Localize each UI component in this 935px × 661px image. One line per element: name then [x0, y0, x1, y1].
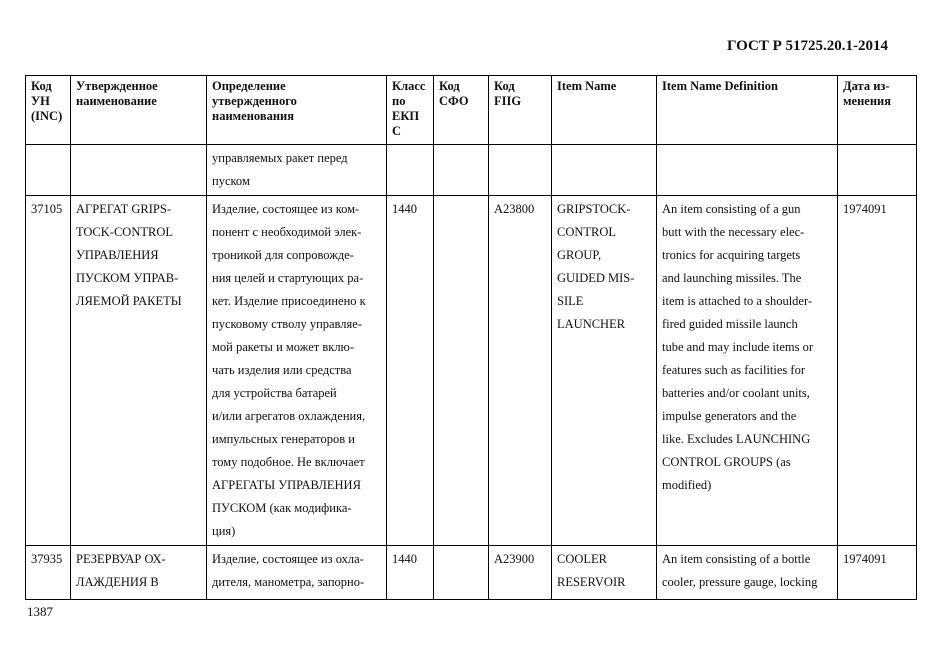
text-line: троникой для сопровожде- [212, 248, 354, 262]
text-line: TOCK-CONTROL [76, 225, 173, 239]
text-line: butt with the necessary elec- [662, 225, 805, 239]
text-line: ПУСКОМ УПРАВ- [76, 271, 179, 285]
date-cell: 1974091 [838, 196, 917, 546]
text-line: УПРАВЛЕНИЯ [76, 248, 159, 262]
text-line: features such as facilities for [662, 363, 805, 377]
text-line: чать изделия или средства [212, 363, 352, 377]
text-line: Изделие, состоящее из ком- [212, 202, 360, 216]
text-line: импульсных генераторов и [212, 432, 355, 446]
text-line: CONTROL [557, 225, 617, 239]
item-definition-cell [657, 546, 838, 600]
fiig-cell: A23900 [489, 546, 552, 600]
text-line: дителя, манометра, запорно- [212, 575, 365, 589]
text-line: GUIDED MIS- [557, 271, 635, 285]
sfo-cell [434, 196, 489, 546]
col-class: Класс по ЕКП С [387, 76, 434, 145]
col-change-date: Дата из- менения [838, 76, 917, 145]
text-line: batteries and/or coolant units, [662, 386, 810, 400]
text-line: ПУСКОМ (как модифика- [212, 501, 352, 515]
item-name-cell [552, 196, 657, 546]
text-line: ЛЯЕМОЙ РАКЕТЫ [76, 294, 182, 308]
fiig-cell: A23800 [489, 196, 552, 546]
col-fiig: Код FIIG [489, 76, 552, 145]
text-line: для устройства батарей [212, 386, 337, 400]
date-cell: 1974091 [838, 546, 917, 600]
text-line: tube and may include items or [662, 340, 814, 354]
text-line: ЛАЖДЕНИЯ В [76, 575, 159, 589]
text-line: modified) [662, 478, 712, 492]
table-row [26, 196, 917, 546]
text-line: SILE [557, 294, 584, 308]
text-line: кет. Изделие присоединено к [212, 294, 366, 308]
text-line: АГРЕГАТ GRIPS- [76, 202, 171, 216]
text-line: COOLER [557, 552, 607, 566]
text-line: понент с необходимой элек- [212, 225, 362, 239]
text-line: Изделие, состоящее из охла- [212, 552, 364, 566]
col-sfo: Код СФО [434, 76, 489, 145]
text-line: тому подобное. Не включает [212, 455, 365, 469]
col-item-name: Item Name [552, 76, 657, 145]
definition-cell: управляемых ракет перед пуском [207, 145, 387, 196]
text-line: An item consisting of a bottle [662, 552, 811, 566]
col-definition: Определение утвержденного наименования [207, 76, 387, 145]
text-line: ния целей и стартующих ра- [212, 271, 364, 285]
item-definition-cell [657, 196, 838, 546]
text-line: cooler, pressure gauge, locking [662, 575, 818, 589]
text-line: ция) [212, 524, 236, 538]
text-line: АГРЕГАТЫ УПРАВЛЕНИЯ [212, 478, 361, 492]
text-line: и/или агрегатов охлаждения, [212, 409, 366, 423]
text-line: An item consisting of a gun [662, 202, 801, 216]
item-name-cell [552, 546, 657, 600]
text-line: CONTROL GROUPS (as [662, 455, 791, 469]
text-line: пусковому стволу управляе- [212, 317, 362, 331]
continuation-row [26, 145, 917, 196]
page-number: 1387 [27, 604, 53, 619]
inc-cell: 37935 [26, 546, 71, 600]
text-line: GROUP, [557, 248, 602, 262]
col-approved-name: Утвержденное наименование [71, 76, 207, 145]
sfo-cell [434, 546, 489, 600]
header-row [26, 76, 917, 145]
text-line: GRIPSTOCK- [557, 202, 631, 216]
text-line: fired guided missile launch [662, 317, 798, 331]
class-cell: 1440 [387, 546, 434, 600]
col-item-definition: Item Name Definition [657, 76, 838, 145]
text-line: item is attached to a shoulder- [662, 294, 813, 308]
text-line: RESERVOIR [557, 575, 626, 589]
inc-cell: 37105 [26, 196, 71, 546]
text-line: РЕЗЕРВУАР ОХ- [76, 552, 166, 566]
text-line: tronics for acquiring targets [662, 248, 801, 262]
text-line: and launching missiles. The [662, 271, 802, 285]
definition-cell [207, 196, 387, 546]
text-line: impulse generators and the [662, 409, 797, 423]
col-inc: Код УН (INC) [26, 76, 71, 145]
table-row [26, 546, 917, 600]
name-cell [71, 196, 207, 546]
name-cell [71, 546, 207, 600]
standard-title: ГОСТ Р 51725.20.1-2014 [726, 38, 888, 54]
catalog-table [25, 75, 917, 600]
text-line: LAUNCHER [557, 317, 626, 331]
class-cell: 1440 [387, 196, 434, 546]
text-line: like. Excludes LAUNCHING [662, 432, 811, 446]
text-line: мой ракеты и может вклю- [212, 340, 355, 354]
definition-cell [207, 546, 387, 600]
